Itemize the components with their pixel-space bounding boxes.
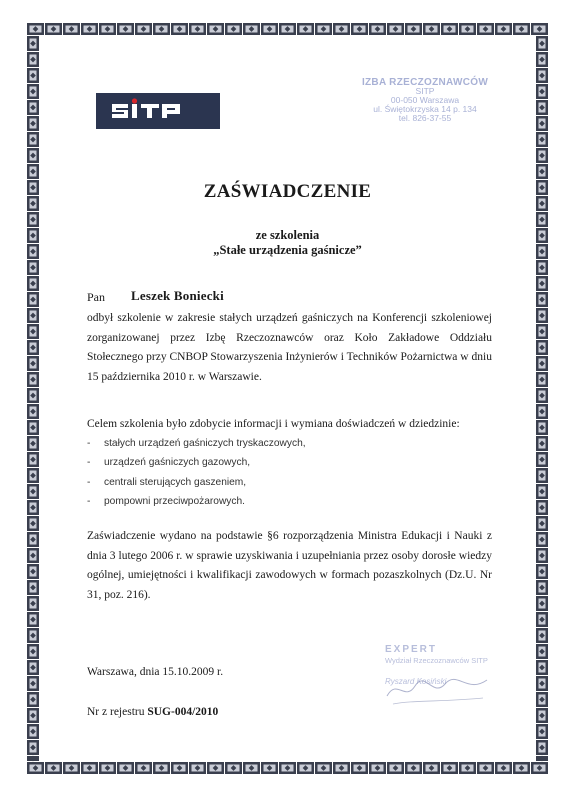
signature-stamp-line-3: Ryszard Kosiński (385, 677, 447, 686)
body-paragraph-1: odbył szkolenie w zakresie stałych urządzeń gaśniczych na Konferencji szkoleniowej zorganizowanej przez Izbę Rzeczoznawców oraz Koło Zakładowe Oddziału Stołecznego przy CNBOP Stowarzyszenia Inżynierów i Techników Pożarnictwa w dniu 15 października 2010 r. w Warszawie. (87, 312, 492, 383)
stamp-line-2: SITP (415, 86, 435, 96)
issue-date: Warszawa, dnia 15.10.2009 r. (87, 666, 224, 678)
institution-stamp (350, 78, 500, 123)
registry-value: SUG-004/2010 (147, 706, 219, 718)
stamp-line-3: 00-050 Warszawa (390, 95, 460, 105)
sitp-logo-icon (96, 93, 220, 129)
sitp-logo (96, 93, 220, 129)
list-item-text: centrali sterujących gaszeniem, (104, 476, 247, 488)
stamp-line-4: ul. Świętokrzyska 14 p. 134 (373, 104, 477, 114)
scope-list (87, 438, 487, 515)
scope-intro: Celem szkolenia było zdobycie informacji i wymiana doświadczeń w dziedzinie: (87, 418, 460, 430)
list-item: - urządzeń gaśniczych gazowych, (87, 457, 251, 469)
stamp-line-5: tel. 826-37-55 (398, 113, 452, 123)
signature-stamp-line-1: EXPERT (385, 644, 438, 655)
handwritten-signature (383, 672, 493, 712)
list-item: - centrali sterujących gaszeniem, (87, 476, 247, 488)
list-item-text: pompowni przeciwpożarowych. (104, 495, 245, 507)
document-subtitle: ze szkolenia (255, 228, 320, 242)
registry-label: Nr z rejestru (87, 706, 148, 718)
list-item-text: stałych urządzeń gaśniczych tryskaczowych, (104, 438, 306, 449)
list-item: - stałych urządzeń gaśniczych tryskaczowych, (87, 438, 306, 449)
recipient-name: Leszek Boniecki (131, 288, 224, 303)
document-title: ZAŚWIADCZENIE (203, 181, 372, 202)
training-name: „Stałe urządzenia gaśnicze” (213, 243, 362, 257)
body-paragraph-2: Zaświadczenie wydano na podstawie §6 rozporządzenia Ministra Edukacji i Nauki z dnia 3 lutego 2006 r. w sprawie uzyskiwania i uzupełniania przez osoby dorosłe wiedzy ogólnej, umiejętności i kwalifikacji zawodowych w formach pozaszkolnych (Dz.U. Nr 31, poz. 216). (87, 530, 492, 601)
registry-number (87, 706, 218, 718)
recipient-prefix: Pan (87, 290, 105, 304)
list-item: - pompowni przeciwpożarowych. (87, 495, 245, 507)
list-item-text: urządzeń gaśniczych gazowych, (104, 457, 251, 469)
signature-stamp-line-2: Wydział Rzeczoznawców SITP (385, 656, 488, 665)
stamp-line-1: IZBA RZECZOZNAWCÓW (361, 77, 489, 88)
